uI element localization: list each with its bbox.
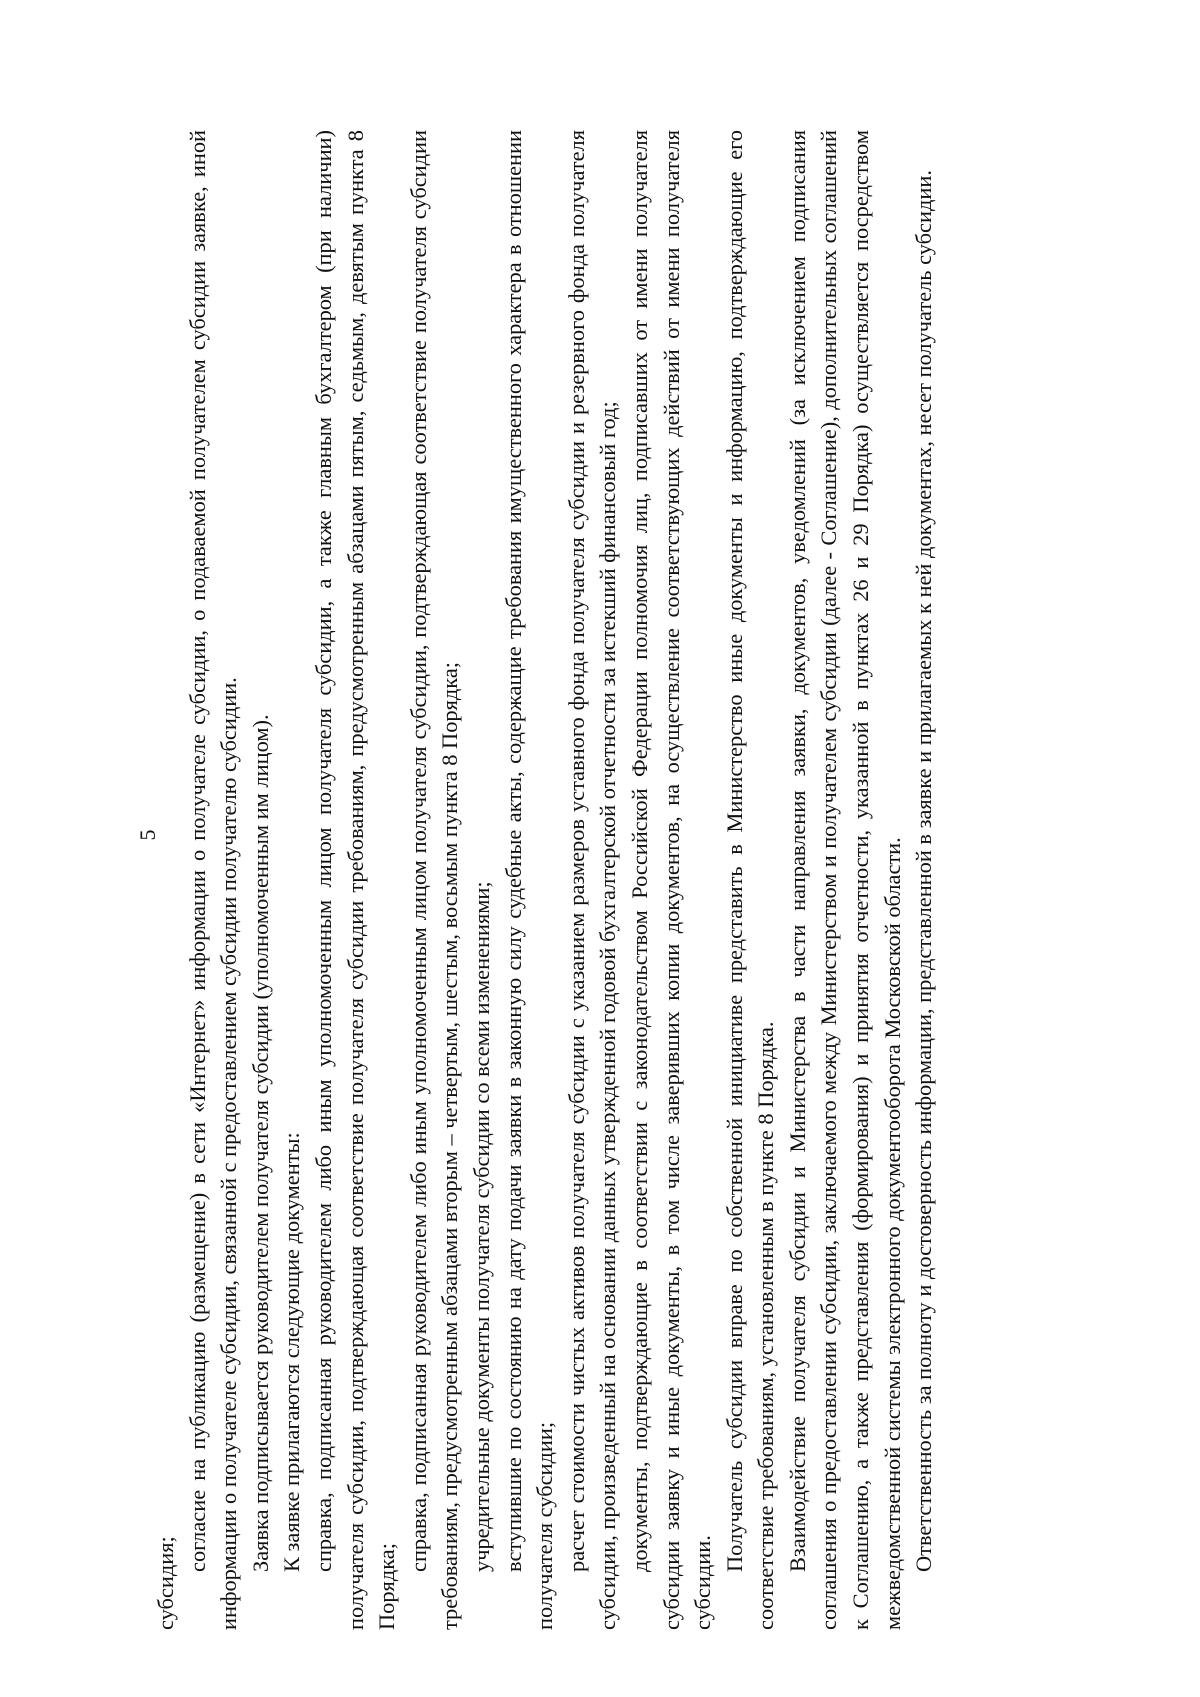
paragraph: учредительные документы получателя субсидии со всеми изменениями; (468, 881, 494, 1572)
page-number: 5 (135, 829, 160, 841)
paragraph: согласие на публикацию (размещение) в сети «Интернет» информации о получателе субсидии, о подаваемой получателем субсидии заявке, иной информации о получателе субсидии, связанной с предоставлением субсидии получателю субсидии. (184, 130, 242, 1630)
paragraph: К заявке прилагаются следующие документы: (279, 1132, 305, 1572)
document-body (150, 130, 1150, 1630)
paragraph: вступившие по состоянию на дату подачи заявки в законную силу судебные акты, содержащие требования имущественного характера в отношении получателя субсидии; (500, 130, 558, 1630)
paragraph: Взаимодействие получателя субсидии и Министерства в части направления заявки, документов, уведомлений (за исключением подписания соглашения о предоставлении субсидии, заключаемого между Министерством и получателем субсидии (далее - Соглашение), дополнительных соглашений к Соглашению, а также представления (формирования) и принятия отчетности, указанной в пунктах 26 и 29 Порядка) осуществляется посредством межведомственной системы электронного документооборота Московской области. (784, 130, 905, 1630)
paragraph: Получатель субсидии вправе по собственной инициативе представить в Министерство иные документы и информацию, подтверждающие его соответствие требованиям, установленным в пункте 8 Порядка. (721, 130, 779, 1630)
paragraph: документы, подтверждающие в соответствии с законодательством Российской Федерации полномочия лиц, подписавших от имени получателя субсидии заявку и иные документы, в том числе заверивших копии документов, на осуществление соответствующих действий от имени получателя субсидии. (626, 130, 716, 1630)
paragraph: Заявка подписывается руководителем получателя субсидии (уполномоченным им лицом). (247, 714, 273, 1572)
paragraph: расчет стоимости чистых активов получателя субсидии с указанием размеров уставного фонда получателя субсидии и резервного фонда получателя субсидии, произведенный на основании данных утвержденной годовой бухгалтерской отчетности за истекший финансовый год; (563, 130, 621, 1630)
paragraph: справка, подписанная руководителем либо иным уполномоченным лицом получателя субсидии, а также главным бухгалтером (при наличии) получателя субсидии, подтверждающая соответствие получателя субсидии требованиям, предусмотренным абзацами пятым, седьмым, девятым пункта 8 Порядка; (310, 130, 400, 1630)
paragraph: Ответственность за полноту и достоверность информации, представленной в заявке и прилагаемых к ней документах, несет получатель субсидии. (911, 170, 937, 1572)
paragraph: справка, подписанная руководителем либо иным уполномоченным лицом получателя субсидии, подтверждающая соответствие получателя субсидии требованиям, предусмотренным абзацами вторым – четвертым, шестым, восьмым пункта 8 Порядка; (405, 130, 463, 1630)
paragraph: субсидия; (153, 1536, 178, 1630)
